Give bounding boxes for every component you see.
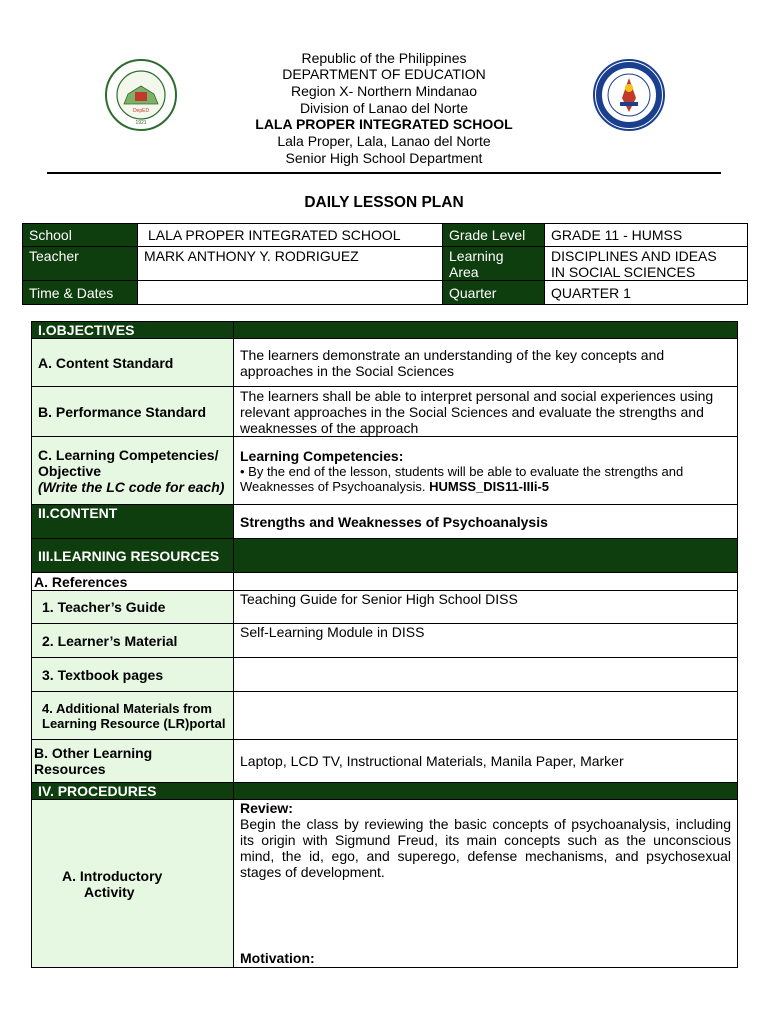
- review-heading: Review:: [240, 800, 293, 816]
- section-row-content: [32, 505, 738, 539]
- textbook-pages-value: [234, 658, 738, 692]
- teacher-value: MARK ANTHONY Y. RODRIGUEZ: [138, 247, 443, 281]
- lesson-plan-table: [31, 321, 738, 968]
- document-title: DAILY LESSON PLAN: [304, 194, 464, 211]
- competencies-bullet: [240, 464, 731, 494]
- review-text: Begin the class by reviewing the basic concepts of psychoanalysis, including its origin with Sigmund Freud, its main concepts such as the unconscious mind, the id, ego, and superego, defense mechanisms, and psychosexual stages of development.: [240, 816, 731, 880]
- motivation-heading: Motivation:: [240, 950, 315, 966]
- references-label: A. References: [32, 573, 234, 591]
- quarter-label: Quarter: [443, 281, 545, 305]
- quarter-value: QUARTER 1: [545, 281, 748, 305]
- performance-standard-text: The learners shall be able to interpret personal and social experiences using relevant approaches in the Social Sciences and evaluate the strengths and weaknesses of the approach: [234, 387, 738, 437]
- header-region: Region X- Northern Mindanao: [291, 83, 477, 99]
- competencies-cell: [234, 437, 738, 505]
- content-standard-text: The learners demonstrate an understanding of the key concepts and approaches in the Social Sciences: [234, 339, 738, 387]
- introductory-activity-line1: A. Introductory: [62, 867, 163, 884]
- grade-level-value: GRADE 11 - HUMSS: [545, 224, 748, 247]
- content-heading: II.CONTENT: [32, 505, 234, 539]
- other-resources-value: Laptop, LCD TV, Instructional Materials, Manila Paper, Marker: [234, 740, 738, 783]
- introductory-activity-label: [32, 800, 234, 968]
- procedures-heading: IV. PROCEDURES: [32, 783, 234, 800]
- learning-area-label-line2: Area: [449, 263, 479, 280]
- header-department: DEPARTMENT OF EDUCATION: [282, 66, 486, 82]
- header-divider: [47, 172, 721, 174]
- additional-materials-value: [234, 692, 738, 740]
- section-row-objectives: [32, 322, 738, 339]
- section-row-procedures: [32, 783, 738, 800]
- header-address: Lala Proper, Lala, Lanao del Norte: [277, 133, 491, 149]
- header-school-name: LALA PROPER INTEGRATED SCHOOL: [255, 116, 513, 132]
- teachers-guide-label: 1. Teacher’s Guide: [32, 591, 234, 624]
- seal-deped-text: DepED: [132, 108, 150, 114]
- lesson-info-table: [22, 223, 748, 305]
- content-standard-label: A. Content Standard: [32, 339, 234, 387]
- competencies-heading: Learning Competencies:: [240, 447, 404, 464]
- teacher-label: Teacher: [23, 247, 138, 281]
- competencies-code: HUMSS_DIS11-IIIi-5: [429, 478, 550, 494]
- learning-area-label-line1: Learning: [449, 247, 504, 264]
- introductory-activity-cell: [234, 800, 738, 968]
- learning-area-value-line2: IN SOCIAL SCIENCES: [551, 263, 696, 280]
- header-division: Division of Lanao del Norte: [299, 100, 469, 116]
- header-department-unit: Senior High School Department: [285, 150, 483, 166]
- introductory-activity-line2: Activity: [84, 883, 135, 900]
- teachers-guide-value: Teaching Guide for Senior High School DISS: [234, 591, 738, 624]
- learning-area-value: [545, 247, 748, 281]
- competencies-bullet-text: • By the end of the lesson, students will be able to evaluate the strengths and Weaknesses of Psychoanalysis.: [240, 463, 684, 494]
- textbook-pages-label: 3. Textbook pages: [32, 658, 234, 692]
- learners-material-value: Self-Learning Module in DISS: [234, 624, 738, 658]
- section-row-resources: [32, 539, 738, 573]
- learners-material-label: 2. Learner’s Material: [32, 624, 234, 658]
- additional-materials-label: 4. Additional Materials from Learning Resource (LR)portal: [32, 692, 234, 740]
- school-value: LALA PROPER INTEGRATED SCHOOL: [138, 224, 443, 247]
- school-label: School: [23, 224, 138, 247]
- time-dates-value: [138, 281, 443, 305]
- performance-standard-label: B. Performance Standard: [32, 387, 234, 437]
- other-resources-label: B. Other Learning Resources: [32, 740, 234, 783]
- objectives-heading: I.OBJECTIVES: [32, 322, 234, 339]
- seal-year-text: 1921: [135, 120, 147, 126]
- competencies-label: [32, 437, 234, 505]
- learning-resources-heading: III.LEARNING RESOURCES: [32, 539, 234, 573]
- grade-level-label: Grade Level: [443, 224, 545, 247]
- header-republic: Republic of the Philippines: [301, 50, 467, 66]
- competencies-label-text: C. Learning Competencies/ Objective: [38, 446, 219, 479]
- learning-area-label: [443, 247, 545, 281]
- time-dates-label: Time & Dates: [23, 281, 138, 305]
- competencies-label-note: (Write the LC code for each): [38, 478, 225, 495]
- content-topic: Strengths and Weaknesses of Psychoanalysis: [234, 505, 738, 539]
- learning-area-value-line1: DISCIPLINES AND IDEAS: [551, 247, 717, 264]
